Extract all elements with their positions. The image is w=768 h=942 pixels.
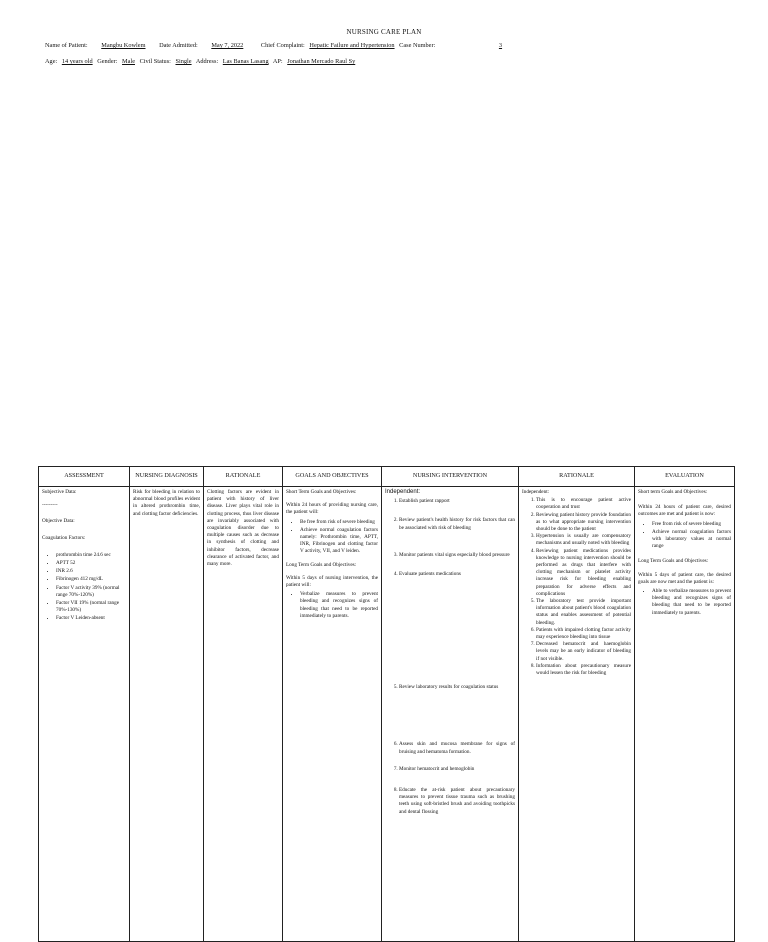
- long-term-intro: Within 5 days of nursing intervention, the patient will:: [286, 574, 378, 589]
- list-item: • Factor VII 19% (normal range 70%-130%): [56, 600, 126, 614]
- coagulation-list: [42, 552, 126, 623]
- intervention-cell: [382, 487, 519, 942]
- patient-info-line-1: [45, 42, 514, 49]
- rationale-independent-label: Independent:: [522, 489, 550, 495]
- subjective-label: Subjective Data:: [42, 489, 77, 495]
- col-goals: GOALS AND OBJECTIVES: [283, 467, 382, 487]
- list-item: • prothrombin time 24.6 sec: [56, 552, 126, 559]
- patient-info-line-2: [45, 58, 358, 65]
- goals-cell: [283, 487, 382, 942]
- rationale-2-cell: [519, 487, 635, 942]
- document-title: NURSING CARE PLAN: [346, 28, 422, 36]
- eval-long-list: [638, 588, 731, 617]
- list-item: 7. Monitor hematocrit and hemoglobin: [399, 766, 515, 773]
- list-item: • Be free from risk of severe bleeding: [300, 519, 378, 526]
- list-item: • INR 2.6: [56, 568, 126, 575]
- age-label: Age:: [45, 58, 58, 65]
- col-nursing-diagnosis: NURSING DIAGNOSIS: [130, 467, 204, 487]
- independent-label: Independent:: [385, 489, 421, 495]
- list-item: 3. Hypertension is usually are compensatory mechanisms and usually noted with bleeding: [536, 533, 631, 547]
- col-assessment: ASSESSMENT: [39, 467, 130, 487]
- civil-status: Single: [175, 58, 192, 65]
- list-item: • Factor V Leiden-absent: [56, 615, 126, 622]
- complaint-label: Chief Complaint:: [260, 42, 305, 49]
- diagnosis-text: Risk for bleeding in relation to abnormal blood profiles evident in altered prothrombin time, and clotting factor deficiencies.: [133, 489, 200, 517]
- eval-short-intro: Within 24 hours of patient care, desired outcomes are met and patient is now:: [638, 504, 731, 518]
- col-evaluation: EVALUATION: [635, 467, 735, 487]
- short-term-intro: Within 24 hours of providing nursing care, the patient will:: [286, 502, 378, 516]
- long-term-list: [286, 591, 378, 620]
- eval-long-intro: Within 5 days of patient care, the desired goals are now met and the patient is:: [638, 571, 731, 585]
- objective-label: Objective Data:: [42, 518, 75, 525]
- eval-long-label: Long Term Goals and Objectives:: [638, 558, 709, 565]
- list-item: 4. Evaluate patients medications: [399, 571, 515, 578]
- col-intervention: NURSING INTERVENTION: [382, 467, 519, 487]
- list-item: 1. This is to encourage patient active cooperation and trust: [536, 497, 631, 511]
- list-item: • Free from risk of severe bleeding: [652, 521, 731, 528]
- list-item: 3. Monitor patients vital signs especially blood pressure: [399, 552, 515, 559]
- ap-label: AP:: [272, 58, 283, 65]
- date-admitted: May 7, 2022: [211, 42, 244, 49]
- assessment-cell: [39, 487, 130, 942]
- list-item: 8. Information about precautionary measure would lessen the risk for bleeding: [536, 663, 631, 677]
- list-item: • Able to verbalize measures to prevent bleeding and recognizes signs of bleeding that need to be reported immediately to parents.: [652, 588, 731, 617]
- list-item: 4. Reviewing patient medications provides knowledge to nursing intervention should be performed as drugs that interfere with clotting mechanism or platelet activity increase risk for bleeding enabling preparation for adverse effects and complications: [536, 548, 631, 598]
- chief-complaint: Hepatic Failure and Hypertension: [309, 42, 395, 49]
- address-label: Address:: [195, 58, 219, 65]
- list-item: • APTT 52: [56, 560, 126, 567]
- short-term-list: [286, 519, 378, 556]
- table-row: [39, 487, 735, 942]
- rationale-list: [522, 497, 631, 677]
- list-item: 8. Educate the at-risk patient about precautionary measures to prevent tissue trauma such as brushing teeth using soft-bristled brush and avoiding toothpicks and dental flossing: [399, 787, 515, 816]
- rationale-text: Clotting factors are evident in patient with history of liver disease. Liver plays vital role in clotting process, thus liver disease are invariably associated with coagulation disorder due to multiple causes such as decrease in synthesis of clotting and inhibitor factors, decrease clearance of activated factor, and many more.: [207, 489, 279, 568]
- eval-short-list: [638, 521, 731, 551]
- patient-name: Mangbu Kowlem: [101, 42, 146, 49]
- intervention-list: [385, 498, 515, 816]
- list-item: 2. Reviewing patient history provide foundation as to what appropriate nursing intervention should be done to the patient: [536, 512, 631, 534]
- list-item: • Achieve normal coagulation factors namely: Prothrombin time, APTT, INR, Fibrinogen and clotting factor V activity, VII, and V leiden.: [300, 527, 378, 556]
- diagnosis-cell: [130, 487, 204, 942]
- name-label: Name of Patient:: [45, 42, 88, 49]
- case-number: 3: [498, 42, 503, 49]
- list-item: 5. Review laboratory results for coagulation status: [399, 684, 515, 691]
- list-item: 2. Review patient's health history for risk factors that can be associated with risk of bleeding: [399, 517, 515, 531]
- gender: Male: [122, 58, 135, 65]
- date-label: Date Admitted:: [159, 42, 198, 49]
- list-item: 6. Patients with impaired clotting factor activity may experience bleeding into tissue: [536, 627, 631, 641]
- eval-short-label: Short term Goals and Objectives:: [638, 489, 708, 495]
- gender-label: Gender:: [97, 58, 118, 65]
- list-item: • Verbalize measures to prevent bleeding and recognizes signs of bleeding that need to be reported immediately to parents.: [300, 591, 378, 620]
- list-item: • Achieve normal coagulation factors with laboratory values at normal range: [652, 529, 731, 551]
- table-header-row: [39, 467, 735, 487]
- coagulation-label: Coagulation Factors:: [42, 534, 86, 541]
- care-plan-table: [38, 466, 735, 942]
- short-term-label: Short Term Goals and Objectives:: [286, 489, 357, 495]
- civil-status-label: Civil Status:: [139, 58, 171, 65]
- list-item: 5. The laboratory test provide important information about patient's blood coagulation status and enables assessment of potential bleeding.: [536, 598, 631, 627]
- long-term-label: Long Term Goals and Objectives:: [286, 561, 357, 568]
- list-item: • Fibrinogen 412 mg/dL: [56, 576, 126, 583]
- age: 14 years old: [61, 58, 93, 65]
- case-label: Case Number:: [399, 42, 436, 49]
- col-rationale: RATIONALE: [204, 467, 283, 487]
- list-item: 6. Assess skin and mucosa membrane for signs of bruising and hematoma formation.: [399, 741, 515, 755]
- list-item: 7. Decreased hematocrit and haemoglobin levels may be an early indicator of bleeding if not visible.: [536, 641, 631, 663]
- list-item: • Factor V activity 39% (normal range 70%-120%): [56, 585, 126, 599]
- attending-physician: Jonathan Mercado Raul Sy: [287, 58, 356, 65]
- rationale-cell: [204, 487, 283, 942]
- address: Las Banas Lasang: [222, 58, 269, 65]
- subjective-value: ---------: [42, 502, 58, 509]
- col-rationale-2: RATIONALE: [519, 467, 635, 487]
- evaluation-cell: [635, 487, 735, 942]
- list-item: 1. Establish patient rapport: [399, 498, 515, 505]
